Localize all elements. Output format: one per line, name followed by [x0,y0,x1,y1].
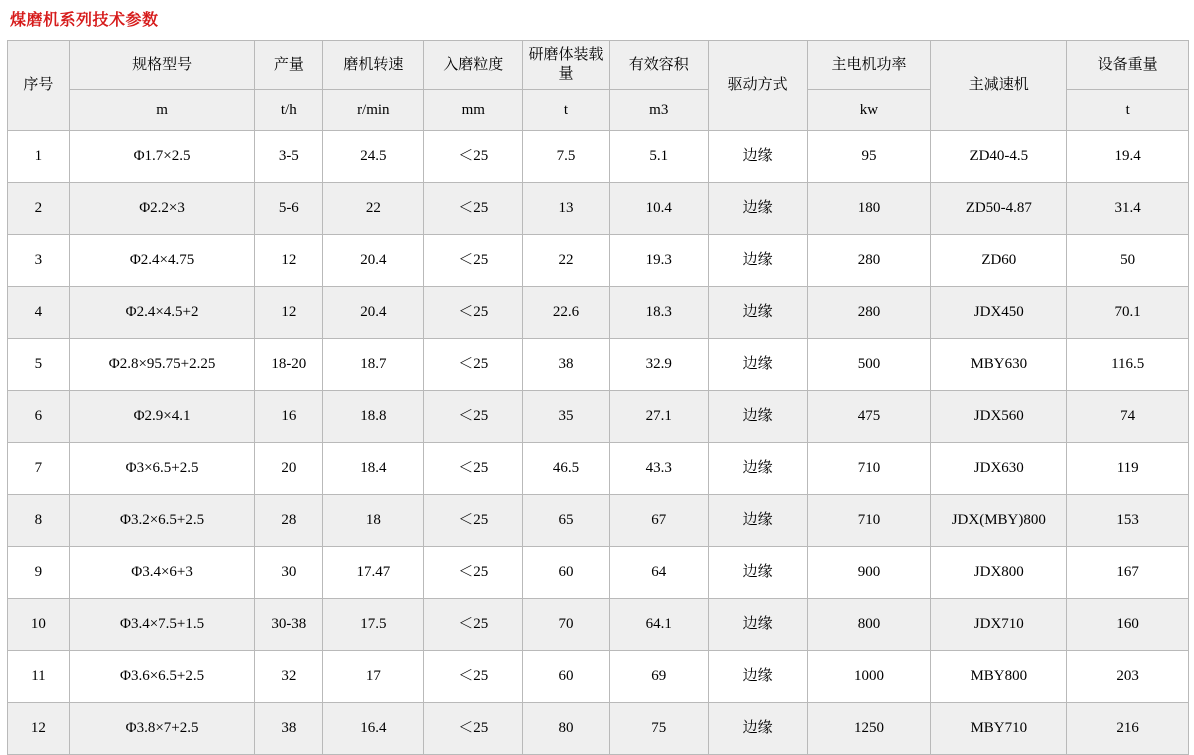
cell-drive-mode: 边缘 [708,183,807,235]
table-row [8,391,1189,443]
cell-effective-volume: 10.4 [609,183,708,235]
cell-grinding-media-load: 60 [523,547,610,599]
cell-mill-speed: 17.47 [323,547,424,599]
cell-feed-size: ＜25 [424,183,523,235]
cell-equipment-weight: 216 [1067,703,1189,755]
cell-mill-speed: 16.4 [323,703,424,755]
cell-mill-speed: 18.4 [323,443,424,495]
cell-effective-volume: 27.1 [609,391,708,443]
cell-mill-speed: 22 [323,183,424,235]
cell-main-motor-power: 180 [807,183,931,235]
cell-main-reducer: JDX630 [931,443,1067,495]
cell-grinding-media-load: 65 [523,495,610,547]
cell-equipment-weight: 74 [1067,391,1189,443]
cell-model: Φ3.4×6+3 [69,547,254,599]
cell-model: Φ2.4×4.5+2 [69,287,254,339]
cell-main-reducer: ZD60 [931,235,1067,287]
unit-model: m [69,90,254,131]
cell-main-reducer: MBY800 [931,651,1067,703]
cell-index: 10 [8,599,70,651]
cell-main-motor-power: 1250 [807,703,931,755]
cell-capacity: 32 [255,651,323,703]
table-row [8,287,1189,339]
cell-grinding-media-load: 22.6 [523,287,610,339]
cell-equipment-weight: 19.4 [1067,131,1189,183]
cell-index: 6 [8,391,70,443]
page-title: 煤磨机系列技术参数 [10,12,159,29]
cell-grinding-media-load: 80 [523,703,610,755]
cell-feed-size: ＜25 [424,235,523,287]
cell-main-motor-power: 95 [807,131,931,183]
unit-effective-volume: m3 [609,90,708,131]
cell-model: Φ3.8×7+2.5 [69,703,254,755]
column-header-main-reducer: 主减速机 [931,41,1067,131]
cell-grinding-media-load: 38 [523,339,610,391]
column-header-capacity: 产量 [255,41,323,90]
unit-capacity: t/h [255,90,323,131]
cell-main-motor-power: 710 [807,443,931,495]
cell-grinding-media-load: 13 [523,183,610,235]
cell-effective-volume: 75 [609,703,708,755]
cell-capacity: 30-38 [255,599,323,651]
cell-index: 1 [8,131,70,183]
cell-capacity: 12 [255,235,323,287]
cell-main-reducer: JDX710 [931,599,1067,651]
column-header-effective-volume: 有效容积 [609,41,708,90]
cell-drive-mode: 边缘 [708,651,807,703]
column-header-mill-speed: 磨机转速 [323,41,424,90]
table-row [8,339,1189,391]
cell-capacity: 20 [255,443,323,495]
table-body [8,131,1189,755]
cell-effective-volume: 5.1 [609,131,708,183]
cell-main-motor-power: 800 [807,599,931,651]
table-row [8,183,1189,235]
table-row [8,131,1189,183]
column-header-main-motor-power: 主电机功率 [807,41,931,90]
cell-drive-mode: 边缘 [708,287,807,339]
cell-feed-size: ＜25 [424,131,523,183]
cell-index: 4 [8,287,70,339]
table-row [8,651,1189,703]
cell-mill-speed: 17.5 [323,599,424,651]
cell-model: Φ2.4×4.75 [69,235,254,287]
cell-main-motor-power: 280 [807,235,931,287]
cell-main-reducer: JDX450 [931,287,1067,339]
cell-drive-mode: 边缘 [708,495,807,547]
cell-equipment-weight: 119 [1067,443,1189,495]
cell-equipment-weight: 153 [1067,495,1189,547]
cell-mill-speed: 20.4 [323,235,424,287]
cell-drive-mode: 边缘 [708,547,807,599]
cell-capacity: 3-5 [255,131,323,183]
column-header-index: 序号 [8,41,70,131]
header-row-main [8,41,1189,90]
cell-equipment-weight: 50 [1067,235,1189,287]
cell-drive-mode: 边缘 [708,235,807,287]
cell-index: 11 [8,651,70,703]
cell-drive-mode: 边缘 [708,339,807,391]
cell-mill-speed: 18.7 [323,339,424,391]
cell-equipment-weight: 203 [1067,651,1189,703]
cell-equipment-weight: 116.5 [1067,339,1189,391]
cell-feed-size: ＜25 [424,391,523,443]
cell-mill-speed: 24.5 [323,131,424,183]
cell-index: 3 [8,235,70,287]
cell-capacity: 18-20 [255,339,323,391]
cell-model: Φ3.2×6.5+2.5 [69,495,254,547]
cell-effective-volume: 43.3 [609,443,708,495]
cell-capacity: 28 [255,495,323,547]
table-row [8,547,1189,599]
table-row [8,235,1189,287]
table-row [8,495,1189,547]
unit-feed-size: mm [424,90,523,131]
cell-effective-volume: 64 [609,547,708,599]
cell-main-reducer: ZD50-4.87 [931,183,1067,235]
cell-drive-mode: 边缘 [708,703,807,755]
cell-equipment-weight: 70.1 [1067,287,1189,339]
cell-effective-volume: 32.9 [609,339,708,391]
cell-drive-mode: 边缘 [708,391,807,443]
cell-drive-mode: 边缘 [708,131,807,183]
cell-capacity: 30 [255,547,323,599]
cell-index: 2 [8,183,70,235]
cell-drive-mode: 边缘 [708,599,807,651]
cell-main-reducer: JDX800 [931,547,1067,599]
cell-effective-volume: 67 [609,495,708,547]
cell-model: Φ2.9×4.1 [69,391,254,443]
cell-feed-size: ＜25 [424,495,523,547]
unit-equipment-weight: t [1067,90,1189,131]
cell-feed-size: ＜25 [424,339,523,391]
cell-grinding-media-load: 35 [523,391,610,443]
cell-feed-size: ＜25 [424,443,523,495]
cell-effective-volume: 19.3 [609,235,708,287]
cell-main-motor-power: 710 [807,495,931,547]
cell-index: 8 [8,495,70,547]
column-header-grinding-media-load: 研磨体装载量 [523,41,610,90]
cell-equipment-weight: 167 [1067,547,1189,599]
table-row [8,599,1189,651]
cell-capacity: 5-6 [255,183,323,235]
cell-main-motor-power: 500 [807,339,931,391]
cell-mill-speed: 18 [323,495,424,547]
unit-mill-speed: r/min [323,90,424,131]
cell-grinding-media-load: 22 [523,235,610,287]
cell-main-reducer: JDX560 [931,391,1067,443]
cell-model: Φ3.6×6.5+2.5 [69,651,254,703]
cell-feed-size: ＜25 [424,651,523,703]
cell-effective-volume: 64.1 [609,599,708,651]
cell-equipment-weight: 31.4 [1067,183,1189,235]
cell-model: Φ3.4×7.5+1.5 [69,599,254,651]
table-row [8,703,1189,755]
cell-main-reducer: ZD40-4.5 [931,131,1067,183]
cell-main-motor-power: 1000 [807,651,931,703]
table-row [8,443,1189,495]
column-header-drive-mode: 驱动方式 [708,41,807,131]
cell-model: Φ1.7×2.5 [69,131,254,183]
cell-model: Φ3×6.5+2.5 [69,443,254,495]
spec-table [7,40,1189,755]
unit-grinding-media-load: t [523,90,610,131]
cell-equipment-weight: 160 [1067,599,1189,651]
cell-index: 5 [8,339,70,391]
cell-main-reducer: MBY710 [931,703,1067,755]
cell-main-motor-power: 280 [807,287,931,339]
cell-grinding-media-load: 7.5 [523,131,610,183]
cell-model: Φ2.2×3 [69,183,254,235]
cell-capacity: 12 [255,287,323,339]
cell-main-motor-power: 475 [807,391,931,443]
cell-grinding-media-load: 46.5 [523,443,610,495]
cell-index: 7 [8,443,70,495]
cell-main-motor-power: 900 [807,547,931,599]
cell-main-reducer: MBY630 [931,339,1067,391]
cell-capacity: 38 [255,703,323,755]
cell-index: 12 [8,703,70,755]
cell-feed-size: ＜25 [424,703,523,755]
cell-drive-mode: 边缘 [708,443,807,495]
cell-mill-speed: 20.4 [323,287,424,339]
column-header-feed-size: 入磨粒度 [424,41,523,90]
cell-feed-size: ＜25 [424,287,523,339]
column-header-equipment-weight: 设备重量 [1067,41,1189,90]
cell-grinding-media-load: 70 [523,599,610,651]
cell-mill-speed: 17 [323,651,424,703]
cell-grinding-media-load: 60 [523,651,610,703]
unit-main-motor-power: kw [807,90,931,131]
cell-index: 9 [8,547,70,599]
column-header-model: 规格型号 [69,41,254,90]
table-header [8,41,1189,131]
cell-main-reducer: JDX(MBY)800 [931,495,1067,547]
cell-effective-volume: 69 [609,651,708,703]
cell-feed-size: ＜25 [424,599,523,651]
cell-effective-volume: 18.3 [609,287,708,339]
cell-mill-speed: 18.8 [323,391,424,443]
cell-capacity: 16 [255,391,323,443]
cell-model: Φ2.8×95.75+2.25 [69,339,254,391]
cell-feed-size: ＜25 [424,547,523,599]
